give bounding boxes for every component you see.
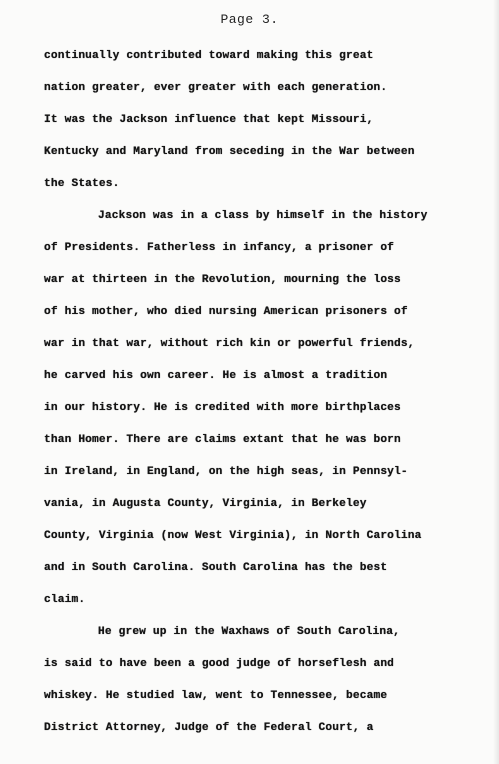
text-line: District Attorney, Judge of the Federal Court, a <box>44 722 374 734</box>
text-line: the States. <box>44 178 120 190</box>
body-text <box>44 48 494 752</box>
text-line: Jackson was in a class by himself in the history <box>98 210 428 222</box>
text-line: claim. <box>44 594 86 606</box>
text-line: Kentucky and Maryland from seceding in the War between <box>44 146 415 158</box>
text-line: whiskey. He studied law, went to Tennessee, became <box>44 690 388 702</box>
text-line: war in that war, without rich kin or powerful friends, <box>44 338 415 350</box>
text-line: war at thirteen in the Revolution, mourning the loss <box>44 274 401 286</box>
text-line: He grew up in the Waxhaws of South Carolina, <box>98 626 400 638</box>
text-line: vania, in Augusta County, Virginia, in Berkeley <box>44 498 367 510</box>
text-line: It was the Jackson influence that kept Missouri, <box>44 114 374 126</box>
text-line: of his mother, who died nursing American prisoners of <box>44 306 408 318</box>
text-line: County, Virginia (now West Virginia), in North Carolina <box>44 530 422 542</box>
text-line: continually contributed toward making this great <box>44 50 374 62</box>
text-line: nation greater, ever greater with each generation. <box>44 82 388 94</box>
text-line: he carved his own career. He is almost a tradition <box>44 370 388 382</box>
text-line: is said to have been a good judge of horseflesh and <box>44 658 395 670</box>
text-line: than Homer. There are claims extant that he was born <box>44 434 401 446</box>
page-number: Page 3. <box>220 12 279 27</box>
text-line: in Ireland, in England, on the high seas, in Pennsyl- <box>44 466 408 478</box>
text-line: of Presidents. Fatherless in infancy, a prisoner of <box>44 242 395 254</box>
scan-edge-shadow <box>493 0 499 764</box>
text-line: and in South Carolina. South Carolina has the best <box>44 562 388 574</box>
text-line: in our history. He is credited with more birthplaces <box>44 402 401 414</box>
